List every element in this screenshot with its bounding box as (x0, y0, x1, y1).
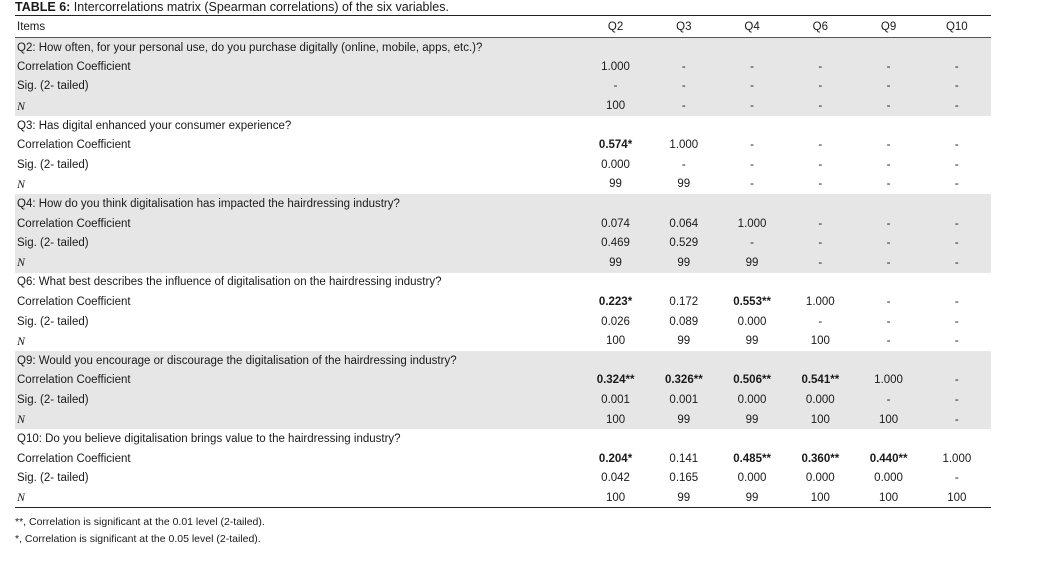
value-cell-q4: - (750, 139, 754, 152)
value-cell-q4: 99 (718, 253, 786, 273)
value-cell-q3: 0.326** (650, 371, 718, 391)
value-cell-q4: 99 (718, 488, 786, 508)
sig-label: Sig. (2- tailed) (15, 390, 581, 410)
value-cell-q3: 0.089 (669, 315, 699, 328)
sig-label: Sig. (2- tailed) (15, 233, 581, 253)
value-cell-q4: 0.000 (737, 315, 767, 328)
question-text: Q2: How often, for your personal use, do you purchase digitally (online, mobile, apps, etc.)? (15, 38, 991, 58)
value-cell-q3: - (650, 96, 718, 116)
value-cell-q3: 99 (677, 335, 691, 348)
value-cell-q9: - (854, 214, 922, 234)
question-row (15, 273, 991, 293)
value-cell-q10: - (954, 472, 959, 485)
n-row (15, 331, 991, 351)
sig-label: Sig. (2- tailed) (17, 158, 89, 171)
column-header-q6: Q6 (786, 16, 854, 38)
value-cell-q2: 0.223* (598, 296, 633, 309)
value-cell-q3: - (650, 77, 718, 97)
value-cell-q3: 99 (677, 178, 691, 191)
question-text: Q4: How do you think digitalisation has impacted the hairdressing industry? (15, 194, 991, 214)
n-label: N (15, 488, 581, 508)
value-cell-q3: 99 (650, 253, 718, 273)
sig-label: Sig. (2- tailed) (15, 77, 581, 97)
value-cell-q9: - (886, 296, 891, 309)
coef-label: Correlation Coefficient (17, 452, 131, 465)
coef-label: Correlation Coefficient (15, 371, 581, 391)
column-header-q3: Q3 (650, 16, 718, 38)
value-cell-q10: - (954, 315, 959, 328)
value-cell-q2: 0.204* (598, 452, 633, 465)
sig-row (15, 155, 991, 175)
value-cell-q2: 0.042 (601, 472, 630, 485)
table-notes (15, 514, 991, 548)
value-cell-q2: 100 (581, 488, 649, 508)
question-text: Q9: Would you encourage or discourage the digitalisation of the hairdressing industry? (15, 351, 991, 371)
value-cell-q2: - (581, 77, 649, 97)
value-cell-q4: 99 (718, 410, 786, 430)
coef-row (15, 57, 991, 77)
value-cell-q4: - (718, 96, 786, 116)
question-text: Q3: Has digital enhanced your consumer experience? (17, 119, 292, 132)
value-cell-q10: - (923, 77, 991, 97)
value-cell-q4: 1.000 (718, 214, 786, 234)
column-header-q2: Q2 (581, 16, 649, 38)
value-cell-q2: 99 (609, 178, 622, 191)
value-cell-q10: - (954, 139, 959, 152)
sig-row (15, 77, 991, 97)
value-cell-q3: - (650, 57, 718, 77)
value-cell-q10: - (923, 214, 991, 234)
question-row (15, 38, 991, 58)
n-label: N (17, 176, 26, 191)
value-cell-q4: 0.000 (718, 390, 786, 410)
value-cell-q3: 1.000 (669, 139, 699, 152)
value-cell-q4: 0.506** (718, 371, 786, 391)
sig-label: Sig. (2- tailed) (17, 472, 89, 485)
sig-row (15, 390, 991, 410)
value-cell-q2: 0.026 (601, 315, 630, 328)
question-row (15, 194, 991, 214)
value-cell-q10: - (923, 253, 991, 273)
value-cell-q10: - (923, 57, 991, 77)
column-header-q9: Q9 (854, 16, 922, 38)
value-cell-q3: 0.141 (669, 452, 699, 465)
note-005-level: *, Correlation is significant at the 0.05 level (2-tailed). (15, 533, 261, 546)
n-label: N (17, 333, 26, 348)
value-cell-q6: - (786, 77, 854, 97)
value-cell-q9: 100 (854, 488, 922, 508)
value-cell-q10: - (954, 296, 959, 309)
value-cell-q2: 100 (581, 96, 649, 116)
table-caption (15, 0, 991, 15)
value-cell-q4: 99 (745, 335, 759, 348)
value-cell-q4: - (750, 178, 754, 191)
value-cell-q10: - (923, 96, 991, 116)
value-cell-q9: - (886, 178, 891, 191)
n-row (15, 410, 991, 430)
value-cell-q10: - (954, 335, 959, 348)
value-cell-q2: 0.074 (581, 214, 649, 234)
value-cell-q6: - (786, 214, 854, 234)
value-cell-q6: - (786, 253, 854, 273)
n-label: N (15, 410, 581, 430)
value-cell-q4: 0.485** (733, 452, 771, 465)
question-row (15, 351, 991, 371)
value-cell-q6: - (818, 139, 823, 152)
value-cell-q2: 100 (581, 410, 649, 430)
value-cell-q2: 99 (581, 253, 649, 273)
value-cell-q9: - (854, 77, 922, 97)
value-cell-q4: - (718, 77, 786, 97)
value-cell-q9: - (886, 335, 891, 348)
value-cell-q4: 0.553** (733, 296, 771, 309)
coef-label: Correlation Coefficient (15, 214, 581, 234)
value-cell-q9: - (854, 57, 922, 77)
question-text: Q10: Do you believe digitalisation brings value to the hairdressing industry? (17, 433, 401, 446)
value-cell-q10: - (923, 390, 991, 410)
correlation-table (15, 15, 991, 508)
sig-row (15, 469, 991, 489)
n-row (15, 253, 991, 273)
value-cell-q2: 0.000 (601, 158, 630, 171)
value-cell-q3: 0.529 (650, 233, 718, 253)
value-cell-q9: - (886, 139, 891, 152)
table-body (15, 38, 991, 508)
value-cell-q9: 1.000 (854, 371, 922, 391)
value-cell-q6: 0.541** (786, 371, 854, 391)
n-row (15, 488, 991, 508)
value-cell-q2: 0.001 (581, 390, 649, 410)
n-row (15, 175, 991, 195)
value-cell-q6: 100 (786, 488, 854, 508)
value-cell-q10: - (923, 233, 991, 253)
coef-row (15, 292, 991, 312)
value-cell-q2: 0.469 (581, 233, 649, 253)
sig-label: Sig. (2- tailed) (17, 315, 89, 328)
value-cell-q10: - (954, 158, 959, 171)
value-cell-q4: - (750, 158, 754, 171)
value-cell-q10: 100 (923, 488, 991, 508)
value-cell-q9: 0.440** (869, 452, 908, 465)
sig-row (15, 233, 991, 253)
value-cell-q6: 100 (786, 410, 854, 430)
caption-text: Intercorrelations matrix (Spearman correlations) of the six variables. (70, 0, 449, 14)
items-header: Items (15, 16, 581, 38)
coef-label: Correlation Coefficient (17, 139, 131, 152)
value-cell-q3: 0.165 (669, 472, 699, 485)
value-cell-q9: - (854, 233, 922, 253)
table-figure (15, 0, 991, 548)
value-cell-q6: - (786, 57, 854, 77)
value-cell-q6: - (818, 315, 823, 328)
value-cell-q10: - (923, 410, 991, 430)
header-row (15, 16, 991, 38)
value-cell-q9: - (854, 390, 922, 410)
value-cell-q6: - (818, 158, 823, 171)
value-cell-q6: - (818, 178, 823, 191)
value-cell-q9: - (854, 253, 922, 273)
coef-label: Correlation Coefficient (15, 57, 581, 77)
value-cell-q3: 99 (650, 410, 718, 430)
value-cell-q6: 0.360** (801, 452, 840, 465)
value-cell-q2: 0.324** (581, 371, 649, 391)
value-cell-q2: 0.574* (598, 139, 633, 152)
value-cell-q6: 1.000 (805, 296, 835, 309)
value-cell-q9: 0.000 (874, 472, 903, 485)
note-001-level: **, Correlation is significant at the 0.01 level (2-tailed). (15, 516, 265, 529)
value-cell-q9: - (886, 158, 891, 171)
coef-row (15, 135, 991, 155)
question-row (15, 116, 991, 136)
value-cell-q2: 1.000 (581, 57, 649, 77)
coef-row (15, 371, 991, 391)
value-cell-q4: - (718, 233, 786, 253)
question-text: Q6: What best describes the influence of digitalisation on the hairdressing industry? (17, 276, 442, 289)
value-cell-q3: 0.064 (650, 214, 718, 234)
value-cell-q10: - (954, 178, 959, 191)
sig-row (15, 312, 991, 332)
question-row (15, 429, 991, 449)
value-cell-q9: - (854, 96, 922, 116)
coef-label: Correlation Coefficient (17, 296, 131, 309)
coef-row (15, 449, 991, 469)
value-cell-q3: 99 (650, 488, 718, 508)
column-header-q10: Q10 (923, 16, 991, 38)
n-label: N (15, 96, 581, 116)
column-header-q4: Q4 (718, 16, 786, 38)
value-cell-q3: 0.001 (650, 390, 718, 410)
value-cell-q6: - (786, 233, 854, 253)
caption-label: TABLE 6: (15, 0, 71, 14)
value-cell-q2: 100 (605, 335, 626, 348)
value-cell-q4: - (718, 57, 786, 77)
value-cell-q4: 0.000 (737, 472, 767, 485)
value-cell-q9: - (886, 315, 891, 328)
value-cell-q6: 0.000 (786, 390, 854, 410)
n-row (15, 96, 991, 116)
coef-row (15, 214, 991, 234)
value-cell-q6: 0.000 (805, 472, 835, 485)
value-cell-q6: 100 (810, 335, 830, 348)
value-cell-q6: - (786, 96, 854, 116)
value-cell-q10: - (923, 371, 991, 391)
value-cell-q10: 1.000 (942, 452, 972, 465)
value-cell-q3: - (681, 158, 686, 171)
n-label: N (15, 253, 581, 273)
value-cell-q9: 100 (854, 410, 922, 430)
value-cell-q3: 0.172 (669, 296, 699, 309)
